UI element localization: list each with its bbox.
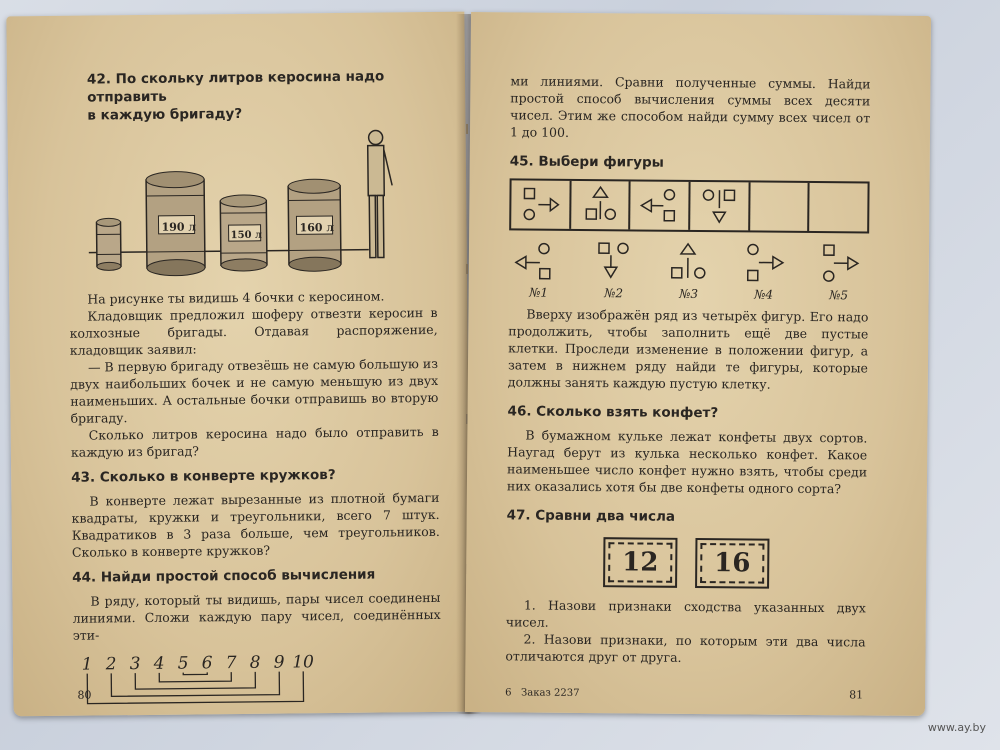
number-box-12: 12 [603,537,677,588]
signature-mark: 6 [505,687,512,699]
number-9: 9 [273,652,285,673]
number-4: 4 [153,653,165,674]
page-number-left: 80 [77,688,92,702]
number-1: 1 [81,654,93,675]
number-box-16: 16 [695,538,769,589]
number-pairs-diagram [73,650,442,714]
answer-label-4: №4 [754,287,774,302]
pair-connector-2 [111,672,279,697]
figure-sequence-row [509,178,869,233]
problem-42-text-1: На рисунке ты видишь 4 бочки с керосином. [87,288,385,307]
pair-connector-1 [87,671,303,703]
number-7: 7 [225,653,237,674]
order-number: Заказ 2237 [520,687,580,699]
problem-45-title: 45. Выбери фигуры [509,153,664,171]
problem-47-question-2: 2. Назови признаки, по которым эти два числа отличаются друг от друга. [505,631,866,665]
problem-42-text-2: Кладовщик предложил шоферу отвезти керосин в колхозные бригады. Отдавая распоряжение, кладовщик заявил: [69,304,438,358]
figure-cell-1 [511,180,571,229]
pair-connector-4 [159,672,231,682]
problem-46-text: В бумажном кульке лежат конфеты двух сортов. Наугад берут из кулька несколько конфет. Какое наименьшее число конфет нужно взять, чтобы среди них оказались хотя бы две конфеты одного сорта? [506,427,868,497]
barrel-label-160: 160 л [299,220,335,235]
number-5: 5 [177,653,189,674]
answer-label-5: №5 [829,288,849,303]
number-2: 2 [105,654,117,675]
page-number-right: 81 [849,688,864,702]
barrel-label-150: 150 л [230,229,263,242]
problem-45-text: Вверху изображён ряд из четырёх фигур. Его надо продолжить, чтобы заполнить ещё две пустые клетки. Проследи изменение в положении фигур, а затем в нижнем ряду найди те фигуры, которые должны занять каждую пустую клетку. [507,306,869,392]
answer-label-2: №2 [604,286,624,301]
problem-47-title: 47. Сравни два числа [506,507,676,525]
problem-44-continued: ми линиями. Сравни полученные суммы. Найди простой способ вычисления суммы всех десяти чисел. Этим же способом найди сумму всех чисел от 1 до 100. [509,73,871,140]
answer-option-2 [584,241,645,303]
answer-option-3 [659,242,720,304]
problem-44-title: 44. Найди простой способ вычисления [72,566,376,586]
number-6: 6 [201,653,213,674]
problem-42-title: 42. По скольку литров керосина надо отправить в каждую бригаду? [86,68,385,124]
problem-42-text-4: Сколько литров керосина надо было отправить в каждую из бригад? [70,423,439,460]
number-10: 10 [292,652,315,673]
figure-cell-3 [631,181,691,230]
numbers-to-compare [506,536,866,589]
problem-46-title: 46. Сколько взять конфет? [507,403,719,422]
answer-option-1 [509,240,570,302]
right-page [465,12,931,716]
number-3: 3 [129,654,141,675]
watermark: www.ay.by [927,721,986,734]
problem-44-text: В ряду, который ты видишь, пары чисел соединены линиями. Сложи каждую пару чисел, соединённых эти- [72,589,441,643]
problem-43-title: 43. Сколько в конверте кружков? [71,466,336,486]
barrels-illustration [68,127,438,281]
printer-footer [505,687,580,699]
barrel-small [96,218,121,270]
figure-cell-2 [571,181,631,230]
number-pairs-svg [73,651,374,714]
barrels-svg [68,127,400,280]
answer-option-4 [734,242,795,304]
answer-option-5 [809,243,870,305]
open-book [10,14,940,739]
answer-label-1: №1 [529,285,549,300]
figure-cell-empty-1 [750,182,810,231]
problem-47-question-1: 1. Назови признаки сходства указанных двух чисел. [505,597,866,630]
answer-options [509,240,870,304]
figure-cell-4 [690,182,750,231]
barrel-label-190: 190 л [161,220,197,234]
figure-cell-empty-2 [810,183,868,232]
number-8: 8 [249,652,261,673]
man-figure [368,130,393,257]
left-page [6,12,471,717]
answer-label-3: №3 [679,286,699,301]
problem-43-text: В конверте лежат вырезанные из плотной бумаги квадраты, кружки и треугольники, всего 7 штук. Квадратиков в 3 раза больше, чем треугольников. Сколько в конверте кружков? [71,489,440,560]
problem-42-text-3: — В первую бригаду отвезёшь не самую большую из двух наибольших бочек и не самую меньшую из двух наименьших. А остальные бочки отправишь во вторую бригаду. [70,355,439,426]
